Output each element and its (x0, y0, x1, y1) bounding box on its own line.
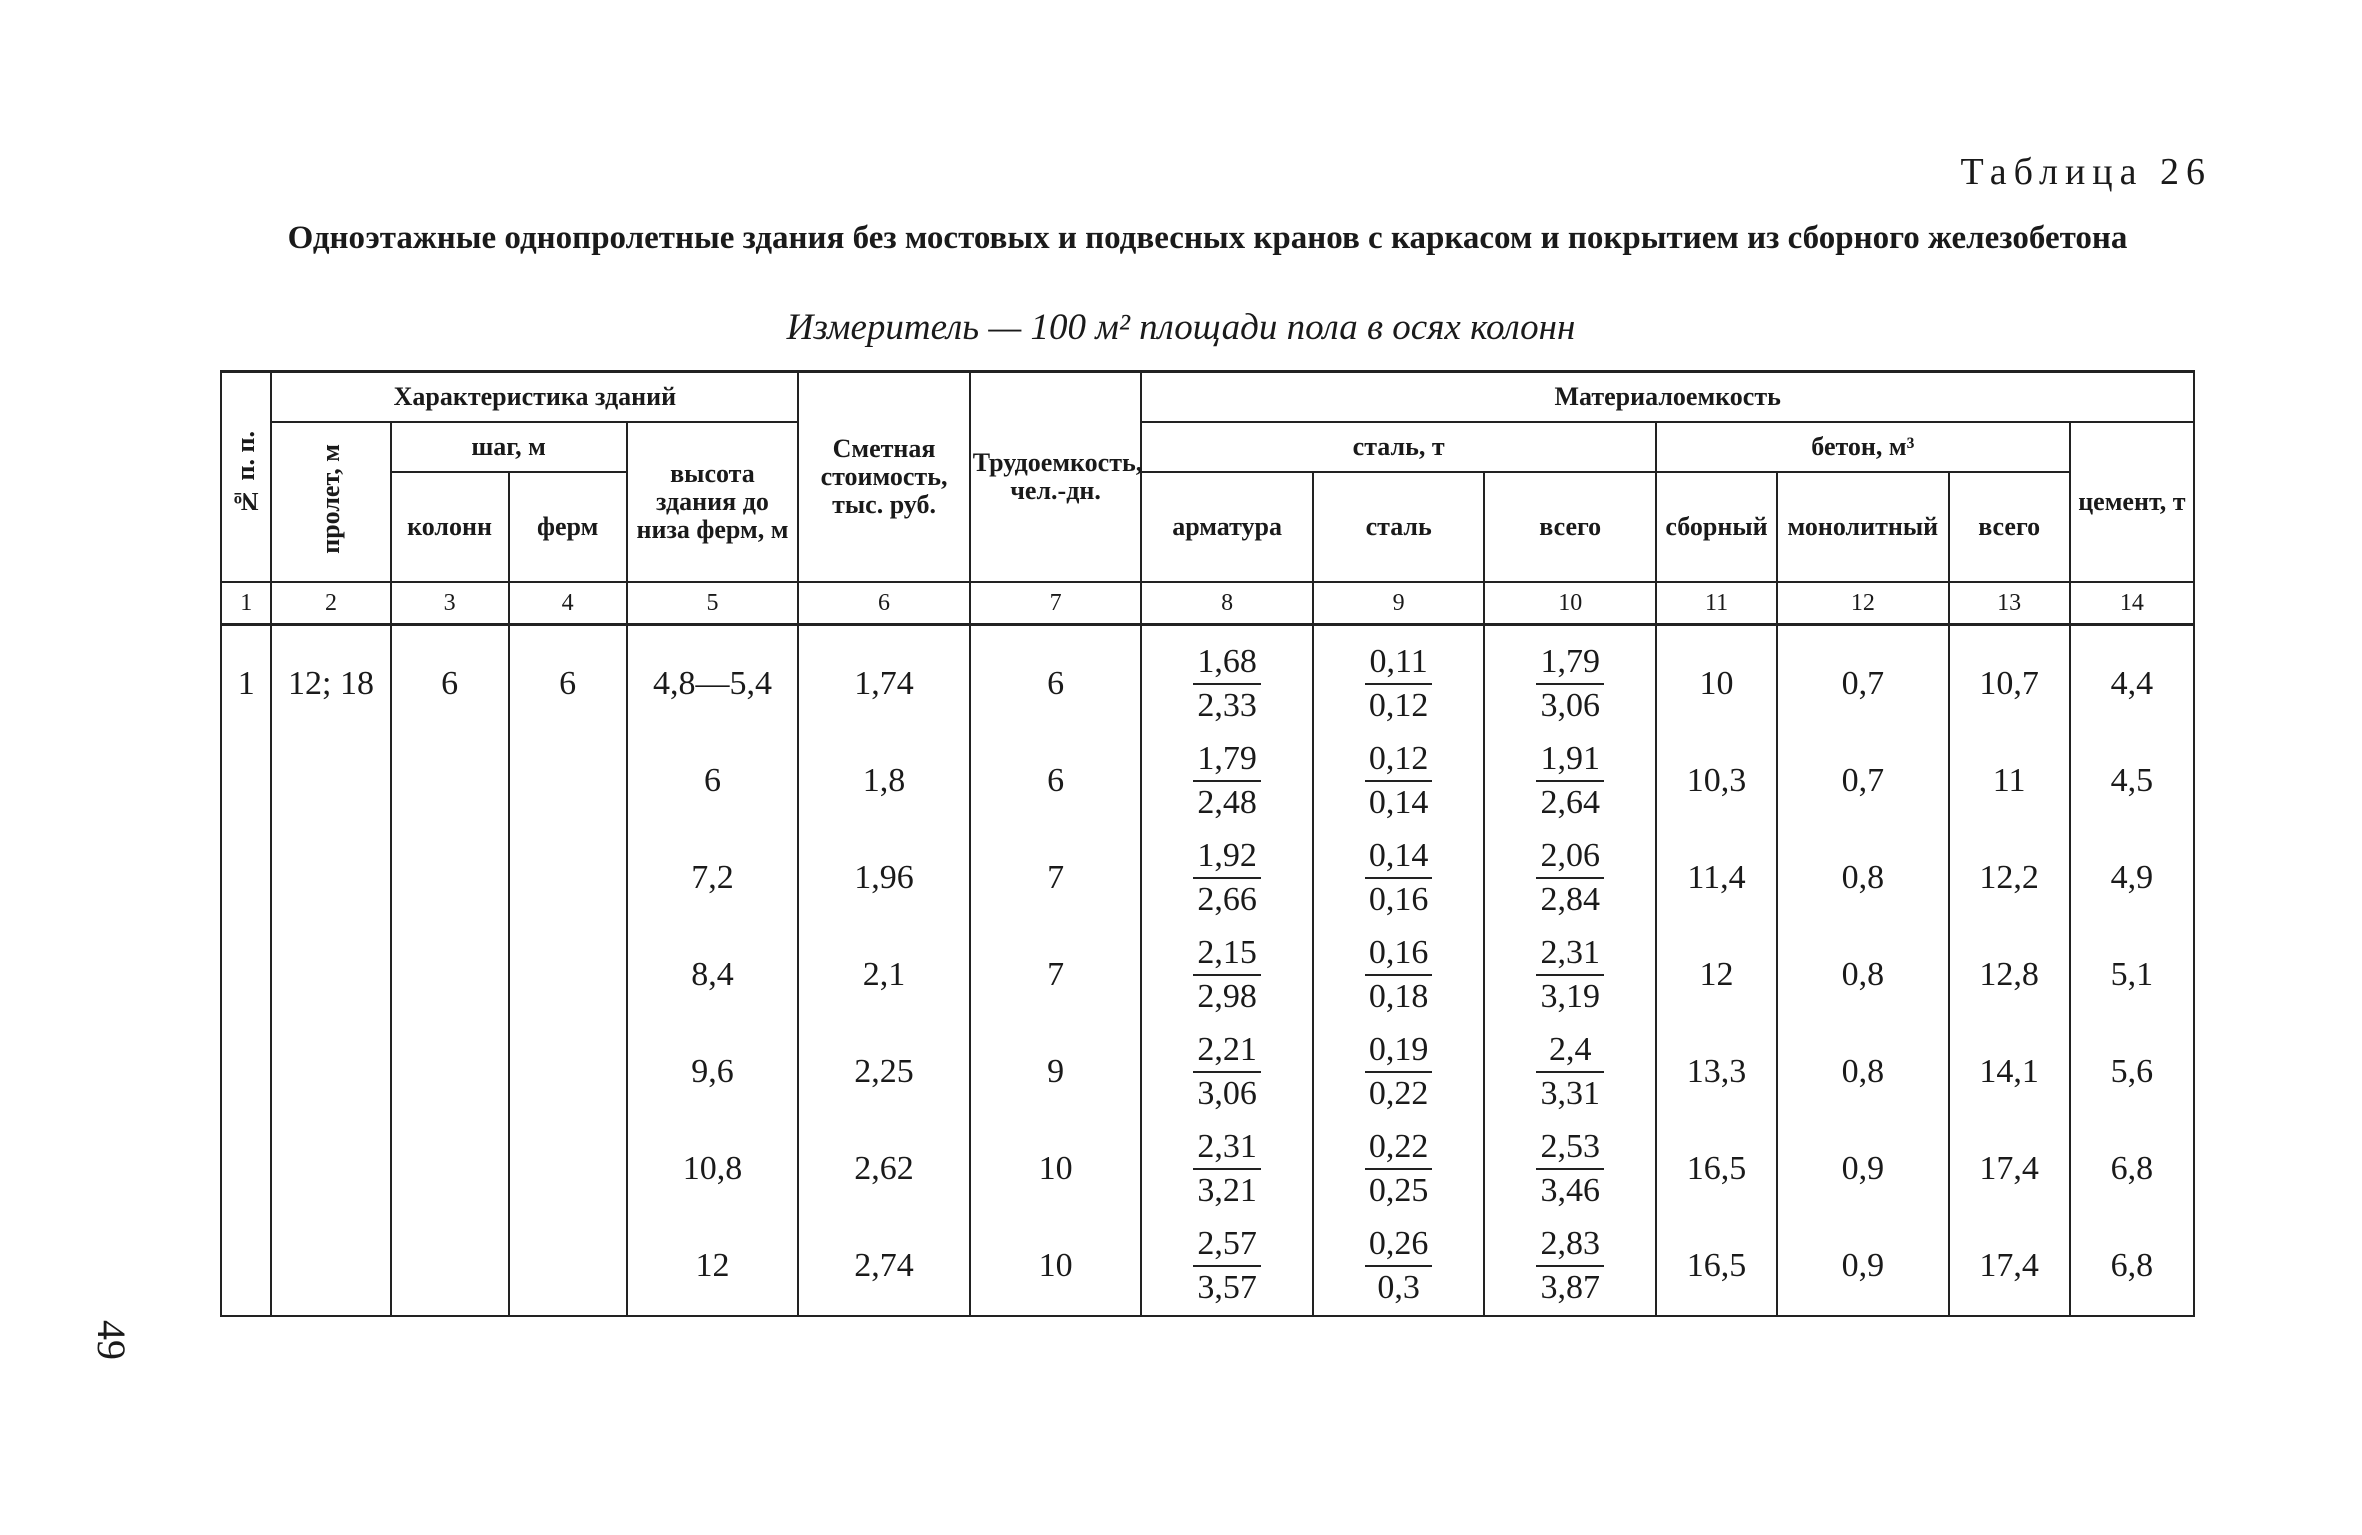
header-concrete-group: бетон, м³ (1656, 422, 2070, 472)
row-number (221, 1121, 271, 1218)
height-cell: 8,4 (627, 927, 799, 1024)
fraction (1193, 932, 1261, 1018)
header-column-step: колонн (391, 472, 509, 582)
row-number (221, 830, 271, 927)
monolithic-cell: 0,8 (1777, 1024, 1949, 1121)
fraction-denominator: 3,46 (1540, 1172, 1600, 1209)
header-height: высота здания до низа ферм, м (627, 422, 799, 582)
cement-cell: 5,1 (2070, 927, 2194, 1024)
height-cell: 4,8—5,4 (627, 624, 799, 733)
span-cell (271, 830, 390, 927)
fraction-numerator: 2,06 (1536, 835, 1604, 879)
row-number (221, 927, 271, 1024)
rebar-cell (1141, 927, 1313, 1024)
fraction-numerator: 1,92 (1193, 835, 1261, 879)
fraction-denominator: 3,06 (1197, 1075, 1257, 1112)
fraction-denominator: 3,57 (1197, 1269, 1257, 1306)
fraction (1365, 1029, 1433, 1115)
column-number: 13 (1949, 582, 2070, 625)
fraction-denominator: 2,84 (1540, 881, 1600, 918)
height-cell: 7,2 (627, 830, 799, 927)
labor-cell: 6 (970, 624, 1142, 733)
fraction-numerator: 2,31 (1193, 1126, 1261, 1170)
concrete-total-cell: 17,4 (1949, 1218, 2070, 1316)
fraction-denominator: 3,19 (1540, 978, 1600, 1015)
span-cell (271, 1121, 390, 1218)
fraction-denominator: 0,3 (1377, 1269, 1420, 1306)
fraction (1365, 932, 1433, 1018)
fraction-numerator: 1,79 (1193, 738, 1261, 782)
page-number: 49 (89, 1320, 134, 1360)
header-labor: Трудоемкость, чел.-дн. (970, 372, 1142, 582)
table-body (221, 624, 2194, 1316)
column-step-cell (391, 1218, 509, 1316)
concrete-total-cell: 10,7 (1949, 624, 2070, 733)
truss-step-cell (509, 733, 627, 830)
fraction (1536, 1126, 1604, 1212)
steel-cell (1313, 1121, 1485, 1218)
cost-cell: 1,96 (798, 830, 970, 927)
unit-of-measure: Измеритель — 100 м² площади пола в осях колонн (786, 307, 1576, 348)
fraction (1365, 1223, 1433, 1309)
rebar-cell (1141, 1218, 1313, 1316)
fraction-numerator: 1,68 (1193, 641, 1261, 685)
fraction-denominator: 3,31 (1540, 1075, 1600, 1112)
fraction-denominator: 0,16 (1368, 881, 1429, 918)
steel-total-cell (1484, 1218, 1656, 1316)
column-number: 10 (1484, 582, 1656, 625)
truss-step-cell (509, 927, 627, 1024)
column-number: 2 (271, 582, 390, 625)
fraction (1536, 1029, 1604, 1115)
table-row (221, 1121, 2194, 1218)
table-row (221, 830, 2194, 927)
fraction-numerator: 0,16 (1365, 932, 1433, 976)
cost-cell: 2,25 (798, 1024, 970, 1121)
cement-cell: 4,9 (2070, 830, 2194, 927)
truss-step-cell (509, 1218, 627, 1316)
steel-total-cell (1484, 733, 1656, 830)
header-rebar: арматура (1141, 472, 1313, 582)
fraction (1193, 738, 1261, 824)
table-row (221, 1218, 2194, 1316)
header-steel-total: всего (1484, 472, 1656, 582)
fraction-denominator: 0,12 (1368, 687, 1429, 724)
column-number: 11 (1656, 582, 1777, 625)
steel-total-cell (1484, 1024, 1656, 1121)
fraction-numerator: 0,14 (1365, 835, 1433, 879)
table-row (221, 733, 2194, 830)
fraction (1365, 835, 1433, 921)
fraction-denominator: 2,66 (1197, 881, 1257, 918)
cement-cell: 6,8 (2070, 1218, 2194, 1316)
fraction-numerator: 2,15 (1193, 932, 1261, 976)
column-step-cell: 6 (391, 624, 509, 733)
concrete-total-cell: 12,8 (1949, 927, 2070, 1024)
header-steel: сталь (1313, 472, 1485, 582)
header-step: шаг, м (391, 422, 627, 472)
labor-cell: 7 (970, 927, 1142, 1024)
span-cell (271, 927, 390, 1024)
header-concrete-total: всего (1949, 472, 2070, 582)
cost-cell: 1,8 (798, 733, 970, 830)
fraction-numerator: 1,79 (1536, 641, 1604, 685)
cost-cell: 2,74 (798, 1218, 970, 1316)
truss-step-cell (509, 830, 627, 927)
fraction-numerator: 0,12 (1365, 738, 1433, 782)
column-step-cell (391, 927, 509, 1024)
header-characteristics: Характеристика зданий (271, 372, 798, 422)
monolithic-cell: 0,8 (1777, 927, 1949, 1024)
labor-cell: 10 (970, 1121, 1142, 1218)
data-table (220, 370, 2195, 1317)
steel-total-cell (1484, 1121, 1656, 1218)
height-cell: 10,8 (627, 1121, 799, 1218)
precast-cell: 10 (1656, 624, 1777, 733)
cement-cell: 5,6 (2070, 1024, 2194, 1121)
steel-cell (1313, 830, 1485, 927)
fraction-numerator: 2,31 (1536, 932, 1604, 976)
fraction (1193, 835, 1261, 921)
steel-total-cell (1484, 830, 1656, 927)
height-cell: 9,6 (627, 1024, 799, 1121)
height-cell: 12 (627, 1218, 799, 1316)
labor-cell: 6 (970, 733, 1142, 830)
header-materials: Материалоемкость (1141, 372, 2194, 422)
rebar-cell (1141, 830, 1313, 927)
row-number (221, 1024, 271, 1121)
table-row (221, 1024, 2194, 1121)
fraction-denominator: 2,33 (1197, 687, 1257, 724)
span-cell: 12; 18 (271, 624, 390, 733)
fraction-denominator: 3,06 (1540, 687, 1600, 724)
fraction (1365, 641, 1433, 727)
header-cost: Сметная стоимость, тыс. руб. (798, 372, 970, 582)
height-cell: 6 (627, 733, 799, 830)
column-number: 5 (627, 582, 799, 625)
cement-cell: 4,5 (2070, 733, 2194, 830)
truss-step-cell (509, 1121, 627, 1218)
header-cement: цемент, т (2070, 422, 2194, 582)
steel-cell (1313, 624, 1485, 733)
fraction (1365, 738, 1433, 824)
cement-cell: 4,4 (2070, 624, 2194, 733)
concrete-total-cell: 11 (1949, 733, 2070, 830)
fraction-denominator: 0,18 (1368, 978, 1429, 1015)
precast-cell: 12 (1656, 927, 1777, 1024)
fraction-numerator: 0,22 (1365, 1126, 1433, 1170)
fraction-numerator: 2,21 (1193, 1029, 1261, 1073)
column-step-cell (391, 1121, 509, 1218)
column-number: 6 (798, 582, 970, 625)
column-number-row (221, 582, 2194, 625)
rebar-cell (1141, 624, 1313, 733)
column-number: 4 (509, 582, 627, 625)
header-truss-step: ферм (509, 472, 627, 582)
header-precast: сборный (1656, 472, 1777, 582)
monolithic-cell: 0,9 (1777, 1121, 1949, 1218)
column-number: 7 (970, 582, 1142, 625)
concrete-total-cell: 14,1 (1949, 1024, 2070, 1121)
column-number: 1 (221, 582, 271, 625)
table-header (221, 372, 2194, 625)
column-step-cell (391, 1024, 509, 1121)
fraction-denominator: 0,14 (1368, 784, 1429, 821)
table-row (221, 927, 2194, 1024)
span-cell (271, 1024, 390, 1121)
concrete-total-cell: 17,4 (1949, 1121, 2070, 1218)
row-number (221, 733, 271, 830)
fraction-numerator: 2,57 (1193, 1223, 1261, 1267)
fraction-numerator: 0,11 (1365, 641, 1433, 685)
fraction-denominator: 0,25 (1368, 1172, 1429, 1209)
fraction-numerator: 2,53 (1536, 1126, 1604, 1170)
column-number: 12 (1777, 582, 1949, 625)
fraction (1536, 835, 1604, 921)
rebar-cell (1141, 1024, 1313, 1121)
fraction (1536, 932, 1604, 1018)
fraction-denominator: 2,98 (1197, 978, 1257, 1015)
cost-cell: 2,62 (798, 1121, 970, 1218)
cost-cell: 1,74 (798, 624, 970, 733)
steel-cell (1313, 1024, 1485, 1121)
labor-cell: 7 (970, 830, 1142, 927)
row-number: 1 (221, 624, 271, 733)
truss-step-cell (509, 1024, 627, 1121)
fraction-denominator: 3,87 (1540, 1269, 1600, 1306)
column-step-cell (391, 830, 509, 927)
column-number: 3 (391, 582, 509, 625)
fraction (1193, 1029, 1261, 1115)
labor-cell: 9 (970, 1024, 1142, 1121)
fraction-numerator: 1,91 (1536, 738, 1604, 782)
precast-cell: 16,5 (1656, 1218, 1777, 1316)
steel-total-cell (1484, 927, 1656, 1024)
monolithic-cell: 0,8 (1777, 830, 1949, 927)
cost-cell: 2,1 (798, 927, 970, 1024)
labor-cell: 10 (970, 1218, 1142, 1316)
concrete-total-cell: 12,2 (1949, 830, 2070, 927)
fraction (1193, 641, 1261, 727)
steel-cell (1313, 733, 1485, 830)
column-number: 8 (1141, 582, 1313, 625)
fraction-denominator: 2,48 (1197, 784, 1257, 821)
fraction-numerator: 2,4 (1536, 1029, 1604, 1073)
fraction-denominator: 2,64 (1540, 784, 1600, 821)
fraction-numerator: 2,83 (1536, 1223, 1604, 1267)
column-step-cell (391, 733, 509, 830)
column-number: 9 (1313, 582, 1485, 625)
steel-cell (1313, 927, 1485, 1024)
fraction-numerator: 0,26 (1365, 1223, 1433, 1267)
precast-cell: 10,3 (1656, 733, 1777, 830)
fraction (1536, 1223, 1604, 1309)
table-title: Одноэтажные однопролетные здания без мостовых и подвесных кранов с каркасом и покрытием из сборного железобетона (287, 220, 2128, 256)
fraction (1193, 1223, 1261, 1309)
cement-cell: 6,8 (2070, 1121, 2194, 1218)
precast-cell: 16,5 (1656, 1121, 1777, 1218)
fraction-denominator: 0,22 (1368, 1075, 1429, 1112)
span-cell (271, 733, 390, 830)
fraction (1365, 1126, 1433, 1212)
monolithic-cell: 0,9 (1777, 1218, 1949, 1316)
column-number: 14 (2070, 582, 2194, 625)
row-number (221, 1218, 271, 1316)
truss-step-cell: 6 (509, 624, 627, 733)
header-span: пролет, м (271, 422, 390, 582)
precast-cell: 11,4 (1656, 830, 1777, 927)
steel-total-cell (1484, 624, 1656, 733)
monolithic-cell: 0,7 (1777, 624, 1949, 733)
fraction-denominator: 3,21 (1197, 1172, 1257, 1209)
fraction-numerator: 0,19 (1365, 1029, 1433, 1073)
steel-cell (1313, 1218, 1485, 1316)
fraction (1193, 1126, 1261, 1212)
span-cell (271, 1218, 390, 1316)
monolithic-cell: 0,7 (1777, 733, 1949, 830)
header-monolithic: монолитный (1777, 472, 1949, 582)
rebar-cell (1141, 1121, 1313, 1218)
table-row (221, 624, 2194, 733)
header-number: № п. п. (221, 372, 271, 582)
precast-cell: 13,3 (1656, 1024, 1777, 1121)
header-steel-group: сталь, т (1141, 422, 1656, 472)
table-number: Таблица 26 (1960, 151, 2212, 193)
rebar-cell (1141, 733, 1313, 830)
fraction (1536, 738, 1604, 824)
fraction (1536, 641, 1604, 727)
